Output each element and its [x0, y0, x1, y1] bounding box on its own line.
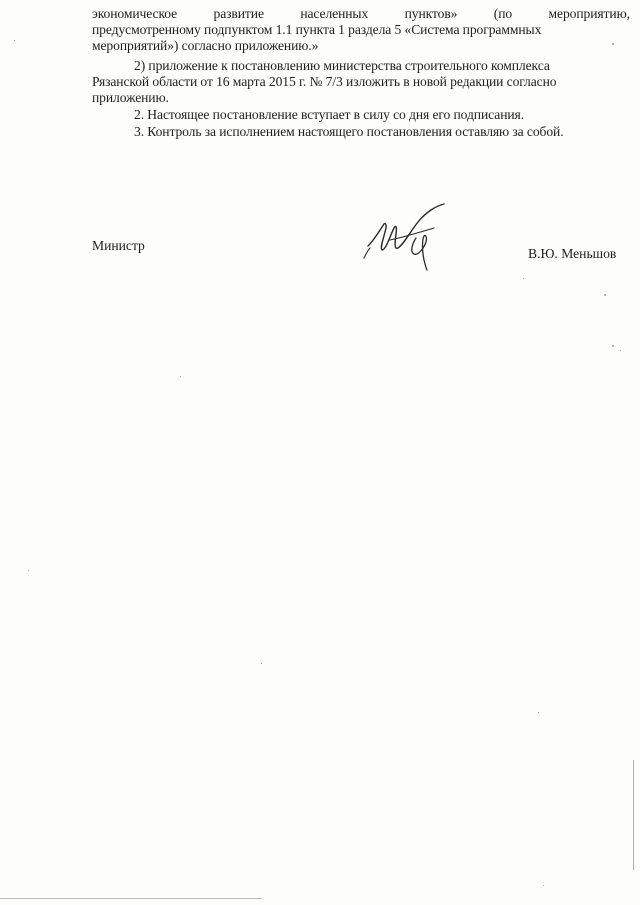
signature-block — [0, 230, 640, 270]
scan-speck — [261, 663, 262, 664]
word: (по — [493, 6, 513, 21]
word: развитие — [213, 6, 264, 21]
scan-speck — [538, 712, 539, 713]
item-3: 3. Контроль за исполнением настоящего постановления оставляю за собой. — [134, 124, 564, 139]
scan-speck — [612, 43, 614, 45]
word: населенных — [300, 6, 369, 21]
scan-edge-line — [0, 898, 262, 899]
item-2: 2. Настоящее постановление вступает в силу со дня его подписания. — [134, 107, 524, 122]
paragraph-2-line-3: приложению. — [92, 90, 169, 105]
scan-speck — [612, 345, 614, 347]
document-body — [92, 6, 630, 140]
paragraph-2-line-2: Рязанской области от 16 марта 2015 г. № 7/3 изложить в новой редакции согласно — [92, 74, 557, 89]
word: пунктов» — [404, 6, 458, 21]
scan-speck — [14, 40, 15, 41]
word: мероприятию, — [548, 6, 630, 21]
scan-speck — [28, 570, 29, 571]
scan-speck — [523, 278, 524, 279]
word: экономическое — [92, 6, 178, 21]
minister-title: Министр — [92, 238, 145, 253]
paragraph-1-line-2: предусмотренному подпунктом 1.1 пункта 1 раздела 5 «Система программных — [92, 22, 542, 37]
scan-speck — [543, 885, 544, 886]
paragraph-1-line-1 — [92, 6, 630, 22]
scan-speck — [180, 376, 181, 377]
handwritten-signature — [360, 200, 465, 272]
scan-speck — [620, 350, 621, 351]
scan-speck — [604, 294, 606, 296]
paragraph-1-line-3: мероприятий») согласно приложению.» — [92, 38, 319, 53]
scan-edge-line — [633, 760, 634, 870]
paragraph-2-line-1: 2) приложение к постановлению министерства строительного комплекса — [134, 58, 550, 73]
minister-name: В.Ю. Меньшов — [528, 246, 617, 261]
